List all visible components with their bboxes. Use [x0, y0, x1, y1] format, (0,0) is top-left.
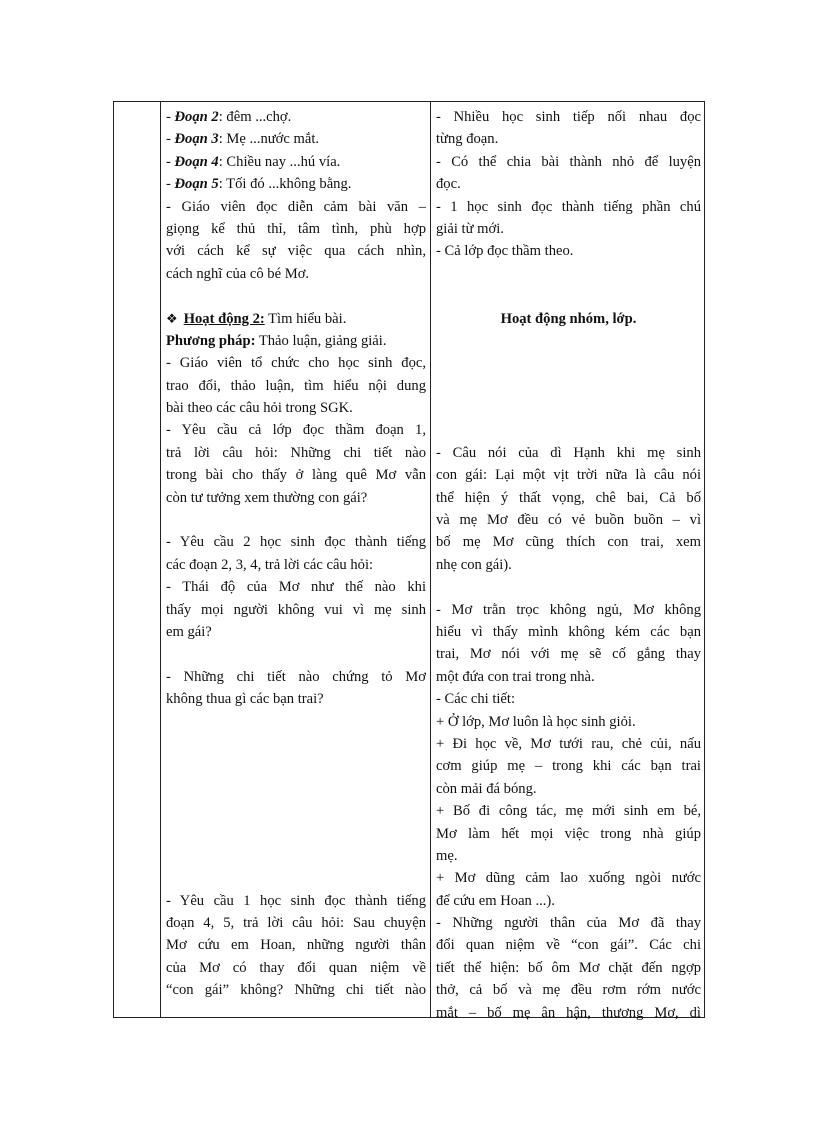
- text-line: em gái?: [166, 623, 212, 640]
- text-line: cách nghĩ của cô bé Mơ.: [166, 265, 310, 282]
- text-line: - Đoạn 2: đêm ...chợ.: [166, 109, 292, 125]
- method-text: Thảo luận, giảng giải.: [255, 332, 387, 349]
- lesson-table: [113, 101, 705, 1021]
- text-line: bài theo các câu hỏi trong SGK.: [166, 400, 353, 417]
- teacher-activities-column: [166, 106, 426, 1002]
- activity-title: Hoạt động 2:: [183, 310, 265, 327]
- text-line: con gái: Lại một vịt trời nữa là câu nói: [436, 467, 701, 484]
- text-line: - Có thể chia bài thành nhỏ để luyện: [436, 153, 701, 170]
- text-line: - Yêu cầu cả lớp đọc thầm đoạn 1,: [166, 422, 426, 439]
- paragraph-label: Đoạn 5: [174, 176, 219, 193]
- text-line: - Những người thân của Mơ đã thay: [436, 915, 701, 932]
- text-line: từng đoạn.: [436, 131, 499, 148]
- text-line: - Giáo viên đọc diễn cảm bài văn –: [166, 198, 426, 215]
- text-line: còn tư tưởng xem thường con gái?: [166, 489, 368, 506]
- text-line: - Cả lớp đọc thầm theo.: [436, 243, 574, 260]
- text-line: bố mẹ Mơ cũng thích con trai, xem: [436, 534, 701, 551]
- text-line: thở, cả bố và mẹ đều rơm rớm nước: [436, 982, 701, 999]
- text-line: + Mơ dũng cảm lao xuống ngòi nước: [436, 870, 701, 887]
- text-line: hiểu vì thấy mình không kém các bạn: [436, 623, 701, 640]
- text-line: - Đoạn 4: Chiều nay ...hú vía.: [166, 153, 341, 170]
- paragraph-range: : Tối đó ...không bằng.: [218, 176, 352, 193]
- text-line: trao đổi, thảo luận, tìm hiểu nội dung: [166, 377, 426, 394]
- paragraph-label: Đoạn 2: [174, 109, 219, 125]
- column-divider-1: [160, 102, 161, 1017]
- text-line: cơm giúp mẹ – trong khi các bạn trai: [436, 758, 701, 775]
- text-line: của Mơ có thay đổi quan niệm về: [166, 959, 426, 976]
- text-line: + Bố đi công tác, mẹ mới sinh em bé,: [436, 803, 701, 820]
- text-line: - Yêu cầu 2 học sinh đọc thành tiếng: [166, 534, 426, 551]
- text-line: - 1 học sinh đọc thành tiếng phần chú: [436, 198, 701, 215]
- text-line: Mơ cứu em Hoan, những người thân: [166, 937, 426, 954]
- text-line: - Câu nói của dì Hạnh khi mẹ sinh: [436, 444, 701, 461]
- text-line: trả lời câu hỏi: Những chi tiết nào: [166, 444, 426, 461]
- text-line: thấy mọi người không vui vì mẹ sinh: [166, 601, 426, 618]
- text-line: đổi quan niệm về “con gái”. Các chi: [436, 937, 701, 954]
- text-line: giọng kể thủ thỉ, tâm tình, phù hợp: [166, 220, 426, 237]
- text-line: các đoạn 2, 3, 4, trả lời các câu hỏi:: [166, 556, 374, 573]
- text-line: - Nhiều học sinh tiếp nối nhau đọc: [436, 109, 701, 125]
- text-line: - Những chi tiết nào chứng tỏ Mơ: [166, 668, 426, 685]
- text-line: với cách kể sự việc qua cách nhìn,: [166, 243, 426, 260]
- paragraph-label: Đoạn 4: [174, 153, 219, 170]
- text-line: - Yêu cầu 1 học sinh đọc thành tiếng: [166, 892, 426, 909]
- text-line: trai, Mơ nói với mẹ sẽ cố gắng thay: [436, 646, 701, 663]
- text-line: - Đoạn 5: Tối đó ...không bằng.: [166, 176, 352, 193]
- column-divider-2: [430, 102, 431, 1017]
- text-line: mắt – bố mẹ ân hận, thương Mơ, dì: [436, 1004, 701, 1021]
- text-line: + Ở lớp, Mơ luôn là học sinh giỏi.: [436, 713, 636, 730]
- method-line: [166, 330, 426, 352]
- text-line: thể hiện ý thất vọng, chê bai, Cả bố: [436, 489, 701, 506]
- text-line: Mơ làm hết mọi việc trong nhà giúp: [436, 825, 701, 842]
- text-line: mẹ.: [436, 847, 458, 864]
- text-line: trong bài cho thấy ở làng quê Mơ vẫn: [166, 467, 426, 484]
- text-line: một đứa con trai trong nhà.: [436, 668, 595, 685]
- text-line: và mẹ Mơ đều có vẻ buồn buồn – vì: [436, 512, 701, 529]
- text-line: không thua gì các bạn trai?: [166, 691, 324, 708]
- text-line: - Mơ trằn trọc không ngủ, Mơ không: [436, 601, 701, 618]
- paragraph-label: Đoạn 3: [174, 131, 219, 148]
- text-line: - Đoạn 3: Mẹ ...nước mắt.: [166, 131, 320, 148]
- text-line: “con gái” không? Những chi tiết nào: [166, 982, 426, 999]
- paragraph-range: : đêm ...chợ.: [218, 109, 292, 125]
- text-line: - Các chi tiết:: [436, 691, 516, 708]
- text-line: nhẹ con gái).: [436, 556, 512, 573]
- text-line: đoạn 4, 5, trả lời câu hỏi: Sau chuyện: [166, 915, 426, 932]
- student-activities-column: [436, 106, 701, 1024]
- text-line: - Giáo viên tổ chức cho học sinh đọc,: [166, 355, 426, 372]
- text-line: đọc.: [436, 176, 461, 193]
- text-line: - Thái độ của Mơ như thế nào khi: [166, 579, 426, 596]
- group-activity-heading: Hoạt động nhóm, lớp.: [500, 310, 637, 327]
- text-line: còn mải đá bóng.: [436, 780, 537, 797]
- paragraph-range: : Mẹ ...nước mắt.: [218, 131, 320, 148]
- paragraph-range: : Chiều nay ...hú vía.: [218, 153, 341, 170]
- method-label: Phương pháp:: [166, 332, 256, 349]
- activity-text: Tìm hiểu bài.: [264, 310, 347, 327]
- activity-heading: [166, 308, 426, 330]
- text-line: giải từ mới.: [436, 220, 504, 237]
- diamond-bullet-icon: ❖: [166, 310, 178, 326]
- text-line: để cứu em Hoan ...).: [436, 892, 555, 909]
- text-line: + Đi học về, Mơ tưới rau, chẻ củi, nấu: [436, 735, 701, 752]
- text-line: tiết thể hiện: bố ôm Mơ chặt đến ngợp: [436, 959, 701, 976]
